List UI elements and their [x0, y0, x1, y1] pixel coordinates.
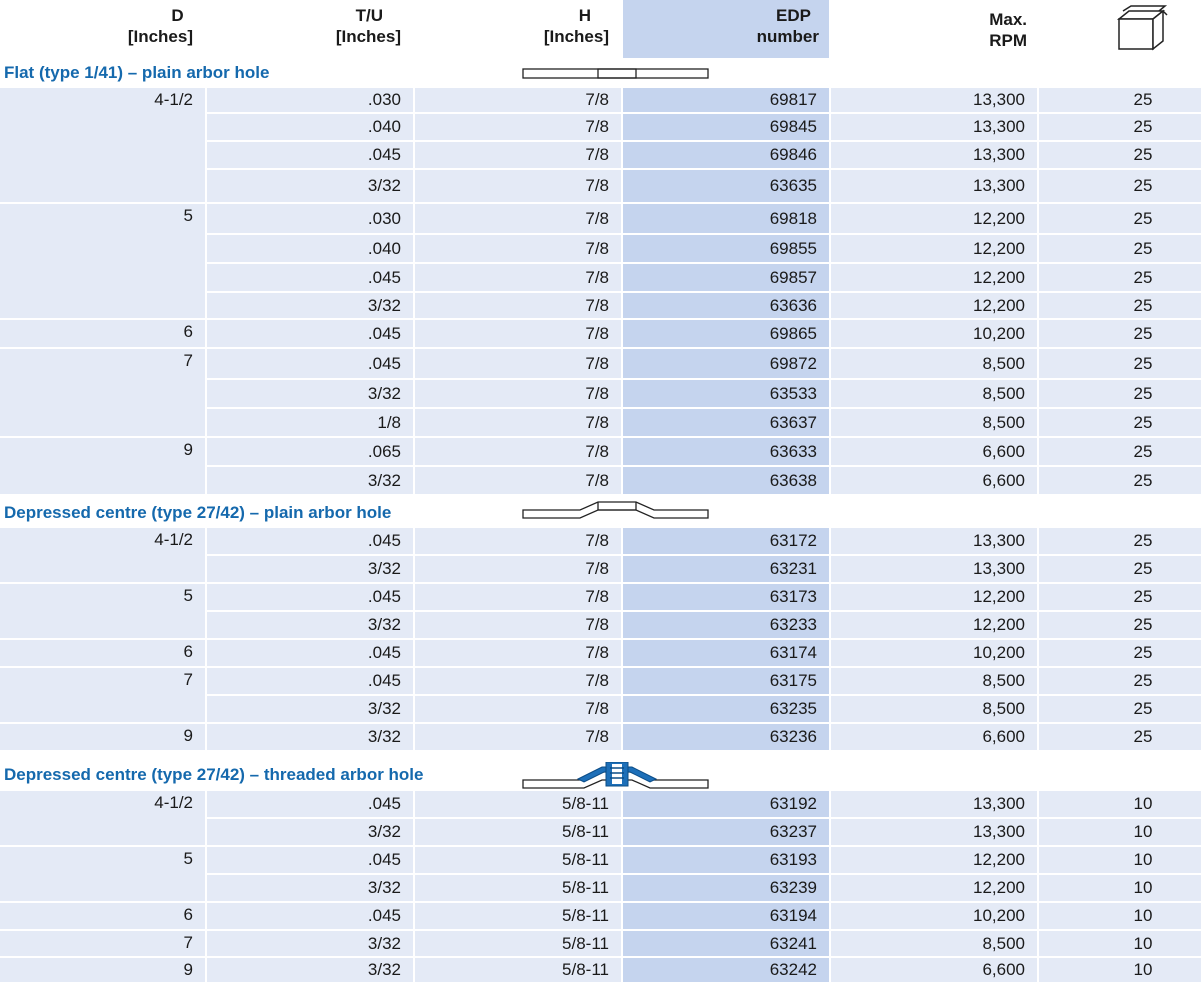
table-row — [0, 903, 1201, 929]
table-row — [0, 380, 1201, 407]
diameter-cell: 7 — [0, 931, 205, 956]
cell-tu: 3/32 — [207, 293, 413, 318]
cell-rpm: 13,300 — [831, 88, 1037, 112]
header-tu: T/U [Inches] — [335, 6, 401, 46]
table-row — [0, 142, 1201, 168]
cell-rpm: 10,200 — [831, 640, 1037, 666]
cell-h: 7/8 — [415, 438, 621, 465]
cell-pack: 25 — [1039, 293, 1201, 318]
table-row — [0, 847, 1201, 873]
diameter-cell: 5 — [0, 204, 205, 318]
cell-edp: 63233 — [623, 612, 829, 638]
table-row — [0, 931, 1201, 956]
diameter-cell: 4-1/2 — [0, 88, 205, 202]
table-row — [0, 409, 1201, 436]
section-header — [0, 60, 1201, 88]
cell-h: 7/8 — [415, 556, 621, 582]
cell-tu: .045 — [207, 847, 413, 873]
cell-h: 7/8 — [415, 170, 621, 202]
cell-rpm: 8,500 — [831, 668, 1037, 694]
diameter-cell: 6 — [0, 903, 205, 929]
cell-h: 7/8 — [415, 264, 621, 291]
diameter-cell: 4-1/2 — [0, 528, 205, 582]
cell-pack: 25 — [1039, 612, 1201, 638]
cell-rpm: 12,200 — [831, 875, 1037, 901]
cell-tu: .045 — [207, 142, 413, 168]
cell-rpm: 13,300 — [831, 791, 1037, 817]
cell-h: 7/8 — [415, 584, 621, 610]
cell-rpm: 8,500 — [831, 931, 1037, 956]
diameter-cell: 9 — [0, 438, 205, 494]
diameter-cell: 7 — [0, 668, 205, 722]
cell-pack: 25 — [1039, 349, 1201, 378]
cell-h: 7/8 — [415, 696, 621, 722]
diameter-cell: 7 — [0, 349, 205, 436]
cell-h: 7/8 — [415, 409, 621, 436]
cell-edp: 63192 — [623, 791, 829, 817]
section-title: Depressed centre (type 27/42) – threaded arbor hole — [4, 765, 424, 784]
cell-edp: 63235 — [623, 696, 829, 722]
cell-edp: 69845 — [623, 114, 829, 140]
header-h: H [Inches] — [543, 6, 609, 46]
cell-tu: 3/32 — [207, 612, 413, 638]
cell-tu: 3/32 — [207, 819, 413, 845]
cell-pack: 25 — [1039, 556, 1201, 582]
cell-tu: .030 — [207, 204, 413, 233]
cell-rpm: 12,200 — [831, 235, 1037, 262]
cell-tu: .045 — [207, 903, 413, 929]
cell-edp: 63237 — [623, 819, 829, 845]
cell-tu: .045 — [207, 528, 413, 554]
cell-rpm: 10,200 — [831, 903, 1037, 929]
cell-tu: 3/32 — [207, 875, 413, 901]
cell-h: 5/8-11 — [415, 847, 621, 873]
cell-rpm: 6,600 — [831, 958, 1037, 982]
cell-edp: 69855 — [623, 235, 829, 262]
cell-pack: 25 — [1039, 235, 1201, 262]
cell-tu: 3/32 — [207, 724, 413, 750]
cell-h: 5/8-11 — [415, 875, 621, 901]
cell-rpm: 13,300 — [831, 142, 1037, 168]
cell-rpm: 12,200 — [831, 584, 1037, 610]
cell-rpm: 10,200 — [831, 320, 1037, 347]
cell-edp: 63194 — [623, 903, 829, 929]
cell-pack: 10 — [1039, 847, 1201, 873]
cell-h: 7/8 — [415, 88, 621, 112]
cell-h: 5/8-11 — [415, 791, 621, 817]
cell-edp: 63638 — [623, 467, 829, 494]
cell-pack: 25 — [1039, 320, 1201, 347]
diameter-cell: 6 — [0, 320, 205, 347]
table-row — [0, 724, 1201, 750]
section-title: Depressed centre (type 27/42) – plain arbor hole — [4, 503, 392, 522]
table-row — [0, 349, 1201, 378]
table-row — [0, 612, 1201, 638]
cell-pack: 25 — [1039, 528, 1201, 554]
cell-edp: 63636 — [623, 293, 829, 318]
cell-rpm: 13,300 — [831, 170, 1037, 202]
cell-rpm: 13,300 — [831, 114, 1037, 140]
table-row — [0, 293, 1201, 318]
table-row — [0, 556, 1201, 582]
cell-rpm: 8,500 — [831, 380, 1037, 407]
cell-h: 7/8 — [415, 320, 621, 347]
cell-h: 7/8 — [415, 235, 621, 262]
diameter-cell: 4-1/2 — [0, 791, 205, 845]
cell-rpm: 12,200 — [831, 612, 1037, 638]
cell-h: 7/8 — [415, 349, 621, 378]
cell-edp: 63637 — [623, 409, 829, 436]
cell-edp: 63236 — [623, 724, 829, 750]
cell-tu: 3/32 — [207, 467, 413, 494]
table-row — [0, 170, 1201, 202]
cell-rpm: 13,300 — [831, 819, 1037, 845]
section-header — [0, 500, 1201, 528]
cell-rpm: 6,600 — [831, 724, 1037, 750]
cell-edp: 63242 — [623, 958, 829, 982]
cell-pack: 10 — [1039, 903, 1201, 929]
cell-edp: 69817 — [623, 88, 829, 112]
box-icon — [1115, 5, 1169, 58]
cell-edp: 69818 — [623, 204, 829, 233]
header-d: D [Inches] — [127, 6, 193, 46]
cell-tu: 3/32 — [207, 696, 413, 722]
cell-h: 7/8 — [415, 142, 621, 168]
cell-edp: 69872 — [623, 349, 829, 378]
cell-tu: 3/32 — [207, 931, 413, 956]
cell-rpm: 8,500 — [831, 409, 1037, 436]
header-edp: EDP number — [756, 6, 819, 46]
cell-h: 5/8-11 — [415, 958, 621, 982]
table-row — [0, 204, 1201, 233]
cell-pack: 25 — [1039, 640, 1201, 666]
cell-rpm: 8,500 — [831, 696, 1037, 722]
cell-tu: 1/8 — [207, 409, 413, 436]
cell-edp: 63174 — [623, 640, 829, 666]
diameter-cell: 9 — [0, 958, 205, 982]
cell-edp: 63175 — [623, 668, 829, 694]
cell-h: 7/8 — [415, 528, 621, 554]
cell-edp: 63633 — [623, 438, 829, 465]
cell-edp: 69865 — [623, 320, 829, 347]
cell-h: 7/8 — [415, 724, 621, 750]
cell-pack: 10 — [1039, 931, 1201, 956]
cell-edp: 63635 — [623, 170, 829, 202]
cell-pack: 10 — [1039, 958, 1201, 982]
table-row — [0, 819, 1201, 845]
cell-rpm: 6,600 — [831, 438, 1037, 465]
cell-tu: .030 — [207, 88, 413, 112]
cell-rpm: 8,500 — [831, 349, 1037, 378]
cell-pack: 25 — [1039, 88, 1201, 112]
cell-pack: 25 — [1039, 438, 1201, 465]
table-row — [0, 958, 1201, 982]
cell-tu: 3/32 — [207, 170, 413, 202]
cell-pack: 25 — [1039, 142, 1201, 168]
cell-pack: 25 — [1039, 724, 1201, 750]
cell-pack: 25 — [1039, 696, 1201, 722]
cell-pack: 25 — [1039, 380, 1201, 407]
cell-edp: 69846 — [623, 142, 829, 168]
table-row — [0, 88, 1201, 112]
cell-edp: 63172 — [623, 528, 829, 554]
table-row — [0, 528, 1201, 554]
table-row — [0, 640, 1201, 666]
cell-edp: 63173 — [623, 584, 829, 610]
cell-pack: 10 — [1039, 791, 1201, 817]
cell-h: 7/8 — [415, 293, 621, 318]
cell-tu: .045 — [207, 584, 413, 610]
cell-edp: 63241 — [623, 931, 829, 956]
cell-h: 5/8-11 — [415, 819, 621, 845]
cell-rpm: 13,300 — [831, 556, 1037, 582]
cell-h: 7/8 — [415, 204, 621, 233]
table-row — [0, 467, 1201, 494]
cell-edp: 63193 — [623, 847, 829, 873]
cell-pack: 25 — [1039, 467, 1201, 494]
cell-h: 7/8 — [415, 640, 621, 666]
table-row — [0, 584, 1201, 610]
table-row — [0, 696, 1201, 722]
cell-h: 5/8-11 — [415, 903, 621, 929]
cell-pack: 25 — [1039, 114, 1201, 140]
cell-tu: .065 — [207, 438, 413, 465]
cell-edp: 69857 — [623, 264, 829, 291]
table-row — [0, 114, 1201, 140]
cell-tu: .040 — [207, 235, 413, 262]
cell-tu: .045 — [207, 640, 413, 666]
cell-h: 7/8 — [415, 114, 621, 140]
cell-tu: .045 — [207, 668, 413, 694]
cell-edp: 63239 — [623, 875, 829, 901]
table-row — [0, 438, 1201, 465]
table-header — [0, 0, 1201, 58]
cell-tu: .045 — [207, 791, 413, 817]
cell-rpm: 12,200 — [831, 204, 1037, 233]
cell-h: 7/8 — [415, 612, 621, 638]
cell-h: 7/8 — [415, 380, 621, 407]
cell-rpm: 12,200 — [831, 847, 1037, 873]
cell-pack: 25 — [1039, 584, 1201, 610]
cell-tu: 3/32 — [207, 556, 413, 582]
cell-tu: .045 — [207, 264, 413, 291]
section-title: Flat (type 1/41) – plain arbor hole — [4, 63, 270, 82]
cell-rpm: 6,600 — [831, 467, 1037, 494]
diameter-cell: 6 — [0, 640, 205, 666]
cell-tu: .045 — [207, 320, 413, 347]
cell-pack: 25 — [1039, 170, 1201, 202]
cell-h: 7/8 — [415, 467, 621, 494]
table-row — [0, 791, 1201, 817]
cell-pack: 10 — [1039, 819, 1201, 845]
cell-h: 5/8-11 — [415, 931, 621, 956]
cell-pack: 25 — [1039, 668, 1201, 694]
cell-pack: 10 — [1039, 875, 1201, 901]
cell-tu: 3/32 — [207, 958, 413, 982]
table-row — [0, 235, 1201, 262]
cell-tu: .045 — [207, 349, 413, 378]
cell-pack: 25 — [1039, 264, 1201, 291]
table-row — [0, 668, 1201, 694]
table-row — [0, 320, 1201, 347]
cell-pack: 25 — [1039, 409, 1201, 436]
cell-rpm: 13,300 — [831, 528, 1037, 554]
header-rpm: Max. RPM — [989, 10, 1027, 50]
cell-edp: 63231 — [623, 556, 829, 582]
cell-tu: 3/32 — [207, 380, 413, 407]
cell-pack: 25 — [1039, 204, 1201, 233]
cell-h: 7/8 — [415, 668, 621, 694]
cell-edp: 63533 — [623, 380, 829, 407]
section-header — [0, 762, 1201, 790]
table-row — [0, 264, 1201, 291]
cell-rpm: 12,200 — [831, 293, 1037, 318]
cell-tu: .040 — [207, 114, 413, 140]
table-row — [0, 875, 1201, 901]
diameter-cell: 9 — [0, 724, 205, 750]
diameter-cell: 5 — [0, 584, 205, 638]
cell-rpm: 12,200 — [831, 264, 1037, 291]
diameter-cell: 5 — [0, 847, 205, 901]
